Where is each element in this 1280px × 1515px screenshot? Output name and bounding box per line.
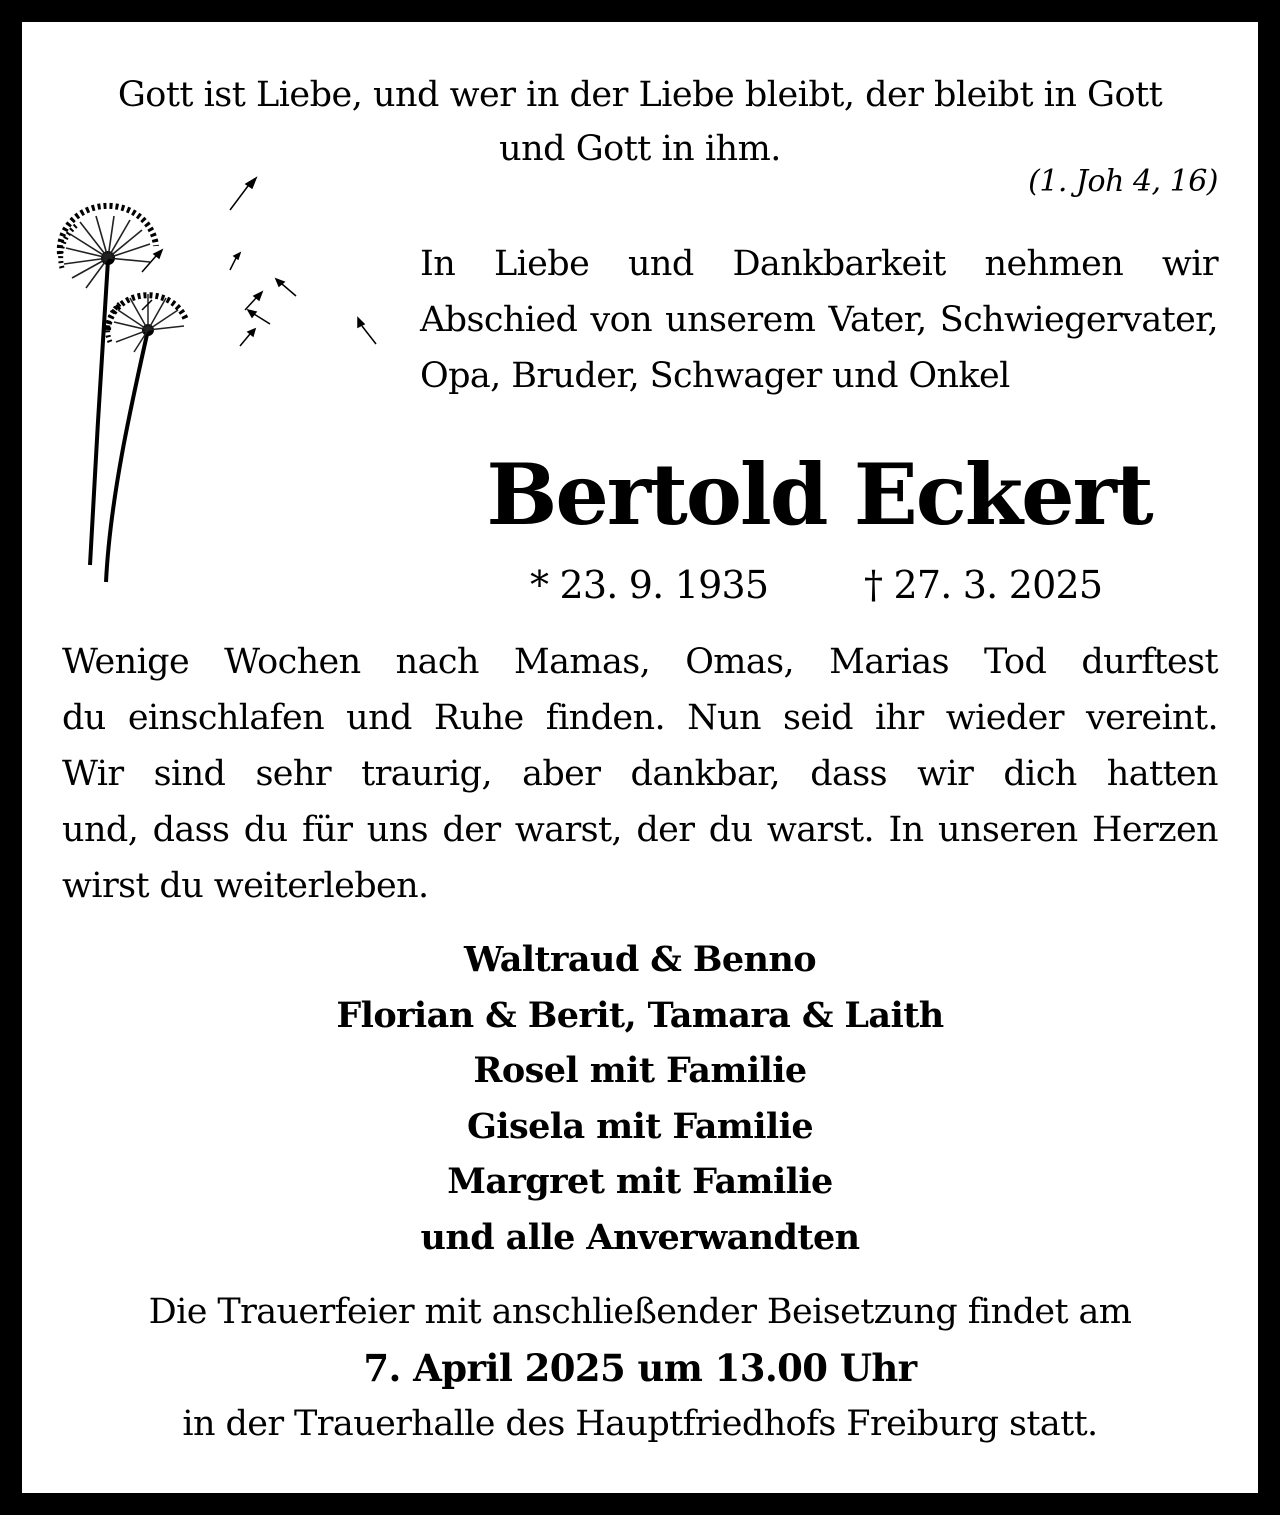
- birth-date: * 23. 9. 1935: [530, 563, 769, 607]
- funeral-location: in der Trauerhalle des Hauptfriedhofs Freiburg statt.: [182, 1404, 1098, 1444]
- message-line-5: wirst du weiterleben.: [62, 866, 429, 906]
- mourner-entry: Waltraud & Benno: [464, 939, 816, 980]
- deceased-name: Bertold Eckert: [486, 445, 1152, 544]
- funeral-info: [60, 1284, 1220, 1452]
- message-line-3: Wir sind sehr traurig, aber dankbar, dass wir dich hatten: [62, 754, 1218, 794]
- mourners-list: [60, 932, 1220, 1265]
- bible-verse-reference: (1. Joh 4, 16): [1028, 164, 1218, 199]
- message-line-1: Wenige Wochen nach Mamas, Omas, Marias Tod durftest: [62, 642, 1218, 682]
- mourner-entry: und alle Anverwandten: [420, 1216, 860, 1258]
- message-line-4: und, dass du für uns der warst, der du warst. In unseren Herzen: [62, 810, 1218, 850]
- intro-text: [420, 236, 1218, 404]
- funeral-line-1: Die Trauerfeier mit anschließender Beisetzung findet am: [148, 1292, 1132, 1332]
- intro-line-2: Abschied von unserem Vater, Schwiegervater,: [420, 300, 1218, 340]
- mourner-entry: Gisela mit Familie: [466, 1105, 813, 1147]
- mourner-entry: Rosel mit Familie: [473, 1050, 807, 1091]
- mourner-entry: Margret mit Familie: [447, 1161, 833, 1202]
- bible-verse-line-2: und Gott in ihm.: [499, 129, 781, 169]
- death-date: † 27. 3. 2025: [864, 563, 1103, 607]
- intro-line-1: In Liebe und Dankbarkeit nehmen wir: [420, 244, 1218, 284]
- intro-line-3: Opa, Bruder, Schwager und Onkel: [420, 356, 1010, 396]
- bible-verse-line-1: Gott ist Liebe, und wer in der Liebe bleibt, der bleibt in Gott: [117, 75, 1163, 115]
- farewell-message: [62, 634, 1218, 914]
- dandelion-icon: [50, 170, 390, 590]
- mourner-entry: Florian & Berit, Tamara & Laith: [336, 994, 944, 1036]
- funeral-datetime: 7. April 2025 um 13.00 Uhr: [363, 1346, 917, 1390]
- message-line-2: du einschlafen und Ruhe finden. Nun seid ihr wieder vereint.: [62, 698, 1218, 738]
- bible-verse: [60, 68, 1220, 176]
